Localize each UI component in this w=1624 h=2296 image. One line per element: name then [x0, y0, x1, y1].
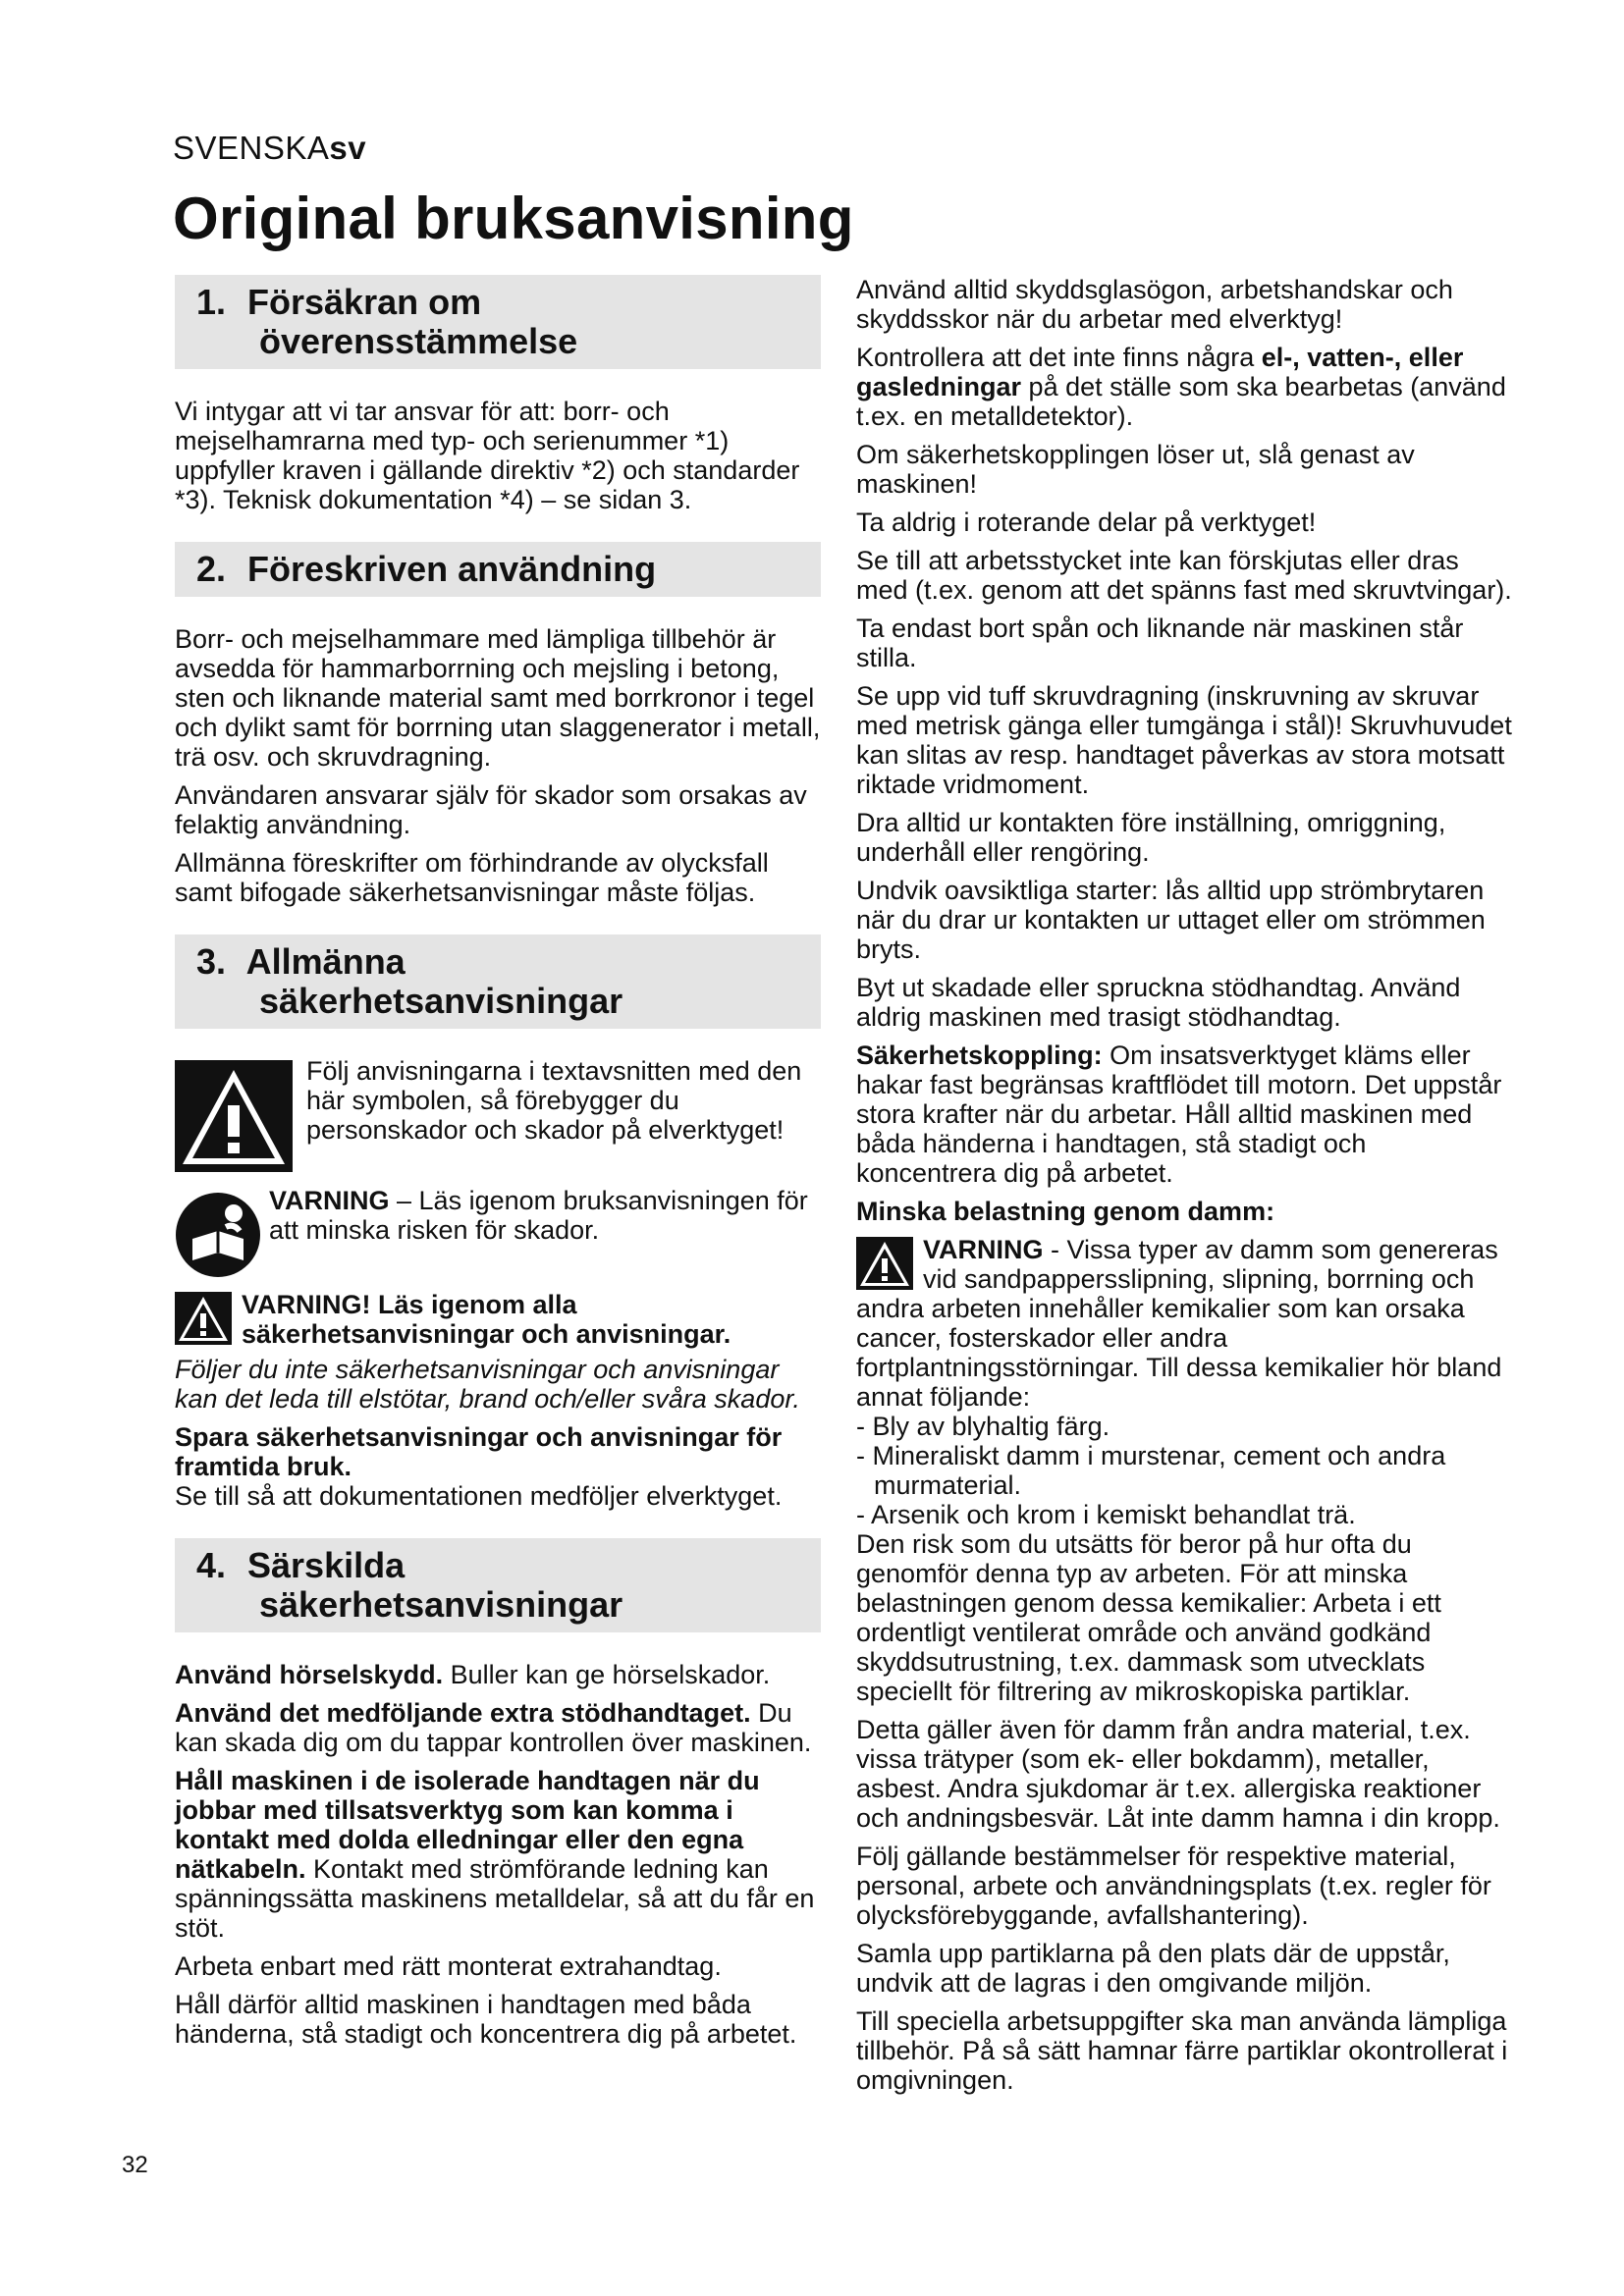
- safety-text: Dra alltid ur kontakten före inställning, omriggning, underhåll eller rengöring.: [856, 808, 1446, 867]
- warning-triangle-icon: [175, 1292, 232, 1345]
- section-4-text: Använd hörselskydd. Buller kan ge hörselskador.: [175, 1660, 771, 1689]
- save-instructions-text: Se till så att dokumentationen medföljer elverktyget.: [175, 1481, 783, 1511]
- dust-heading: Minska belastning genom damm:: [856, 1197, 1275, 1226]
- safety-text: Se till att arbetsstycket inte kan förskjutas eller dras med (t.ex. genom att det spänns fast med skruvtvingar).: [856, 546, 1512, 605]
- safety-text: Se upp vid tuff skruvdragning (inskruvning av skruvar med metrisk gänga eller tumgänga i stål)! Skruvhuvudet kan slitas av resp. handtaget påverkas av stora motsatt riktade vridmoment.: [856, 681, 1512, 799]
- warning-italic-text: Följer du inte säkerhetsanvisningar och anvisningar kan det leda till elstötar, brand och/eller svåra skador.: [175, 1355, 800, 1414]
- section-2-text: Borr- och mejselhammare med lämpliga tillbehör är avsedda för hammarborrning och mejsling i betong, sten och liknande material samt med borrkronor i tegel och dylikt samt för borrning utan slaggenerator i metall, trä osv. och skruvdragning.: [175, 624, 821, 772]
- warning-triangle-icon: [856, 1237, 913, 1290]
- safety-text: Använd alltid skyddsglasögon, arbetshandskar och skyddsskor när du arbetar med elverktyg!: [856, 275, 1453, 334]
- section-1-heading: 1. Försäkran om överensstämmelse: [175, 275, 821, 369]
- safety-text: Detta gäller även för damm från andra material, t.ex. vissa trätyper (som ek- eller bokdamm), metaller, asbest. Andra sjukdomar är t.ex. allergiska reaktioner och andningsbesvär. Låt inte damm hamna i din kropp.: [856, 1715, 1500, 1833]
- section-2-heading: 2. Föreskriven användning: [175, 542, 821, 597]
- safety-text: Följ gällande bestämmelser för respektive material, personal, arbete och användningsplats (t.ex. regler för olycksförebyggande, avfallshantering).: [856, 1842, 1491, 1930]
- section-4-heading: 4. Särskilda säkerhetsanvisningar: [175, 1538, 821, 1632]
- safety-text: Ta aldrig i roterande delar på verktyget!: [856, 507, 1317, 537]
- list-item: - Mineraliskt damm i murstenar, cement och andra murmaterial.: [856, 1441, 1446, 1500]
- right-column: [856, 275, 1512, 2104]
- read-manual-icon: [175, 1192, 261, 1278]
- language-label: SVENSKAsv: [173, 130, 367, 166]
- symbol-explanation: Följ anvisningarna i textavsnitten med den här symbolen, så förebygger du personskador och skador på elverktyget!: [175, 1056, 821, 1172]
- section-2-text: Användaren ansvarar själv för skador som orsakas av felaktig användning.: [175, 780, 807, 839]
- safety-text: Samla upp partiklarna på den plats där de uppstår, undvik att de lagras i den omgivande miljön.: [856, 1939, 1450, 1998]
- general-warning: VARNING! Läs igenom alla säkerhetsanvisningar och anvisningar.: [175, 1290, 821, 1349]
- warning-triangle-icon: [175, 1060, 293, 1172]
- dust-warning: VARNING - Vissa typer av damm som genereras vid sandpappersslipning, slipning, borrning och andra arbeten innehåller kemikalier som kan orsaka cancer, fosterskador eller andra fortplantningsstörningar. Till dessa kemikalier hör bland annat följande:: [856, 1235, 1502, 1412]
- safety-text: Undvik oavsiktliga starter: lås alltid upp strömbrytaren när du drar ur kontakten ur uttaget eller om strömmen bryts.: [856, 876, 1486, 964]
- page-number: 32: [122, 2152, 148, 2178]
- safety-text: Byt ut skadade eller spruckna stödhandtag. Använd aldrig maskinen med trasigt stödhandtag.: [856, 973, 1461, 1032]
- safety-text: Den risk som du utsätts för beror på hur ofta du genomför denna typ av arbeten. För att minska belastningen genom dessa kemikalier: Arbeta i ett ordentligt ventilerat område och använd godkänd skyddsutrustning, t.ex. dammask som utvecklats speciellt för filtrering av mikroskopiska partiklar.: [856, 1529, 1441, 1706]
- list-item: - Bly av blyhaltig färg.: [856, 1412, 1110, 1441]
- section-4-text: Använd det medföljande extra stödhandtaget. Du kan skada dig om du tappar kontrollen över maskinen.: [175, 1698, 812, 1757]
- section-1-text: Vi intygar att vi tar ansvar för att: borr- och mejselhamrarna med typ- och serienummer *1) uppfyller kraven i gällande direktiv *2) och standarder *3). Teknisk dokumentation *4) – se sidan 3.: [175, 397, 800, 514]
- left-column: [175, 275, 821, 2057]
- safety-text: Säkerhetskoppling: Om insatsverktyget kläms eller hakar fast begränsas kraftflödet till motorn. Det uppstår stora krafter när du arbetar. Håll alltid maskinen med båda händerna i handtagen, stå stadigt och koncentrera dig på arbetet.: [856, 1041, 1502, 1188]
- section-4-text: Håll maskinen i de isolerade handtagen när du jobbar med tillsatsverktyg som kan komma i kontakt med dolda elledningar eller den egna nätkabeln. Kontakt med strömförande ledning kan spänningssätta maskinens metalldelar, så att du får en stöt.: [175, 1766, 815, 1943]
- safety-text: Om säkerhetskopplingen löser ut, slå genast av maskinen!: [856, 440, 1415, 499]
- safety-text: Kontrollera att det inte finns några el-, vatten-, eller gasledningar på det ställe som ska bearbetas (använd t.ex. en metalldetektor).: [856, 343, 1506, 431]
- read-manual-warning: VARNING – Läs igenom bruksanvisningen för att minska risken för skador.: [175, 1186, 821, 1278]
- list-item: - Arsenik och krom i kemiskt behandlat trä.: [856, 1500, 1356, 1529]
- safety-text: Till speciella arbetsuppgifter ska man använda lämpliga tillbehör. På så sätt hamnar färre partiklar okontrollerat i omgivningen.: [856, 2006, 1508, 2095]
- section-2-text: Allmänna föreskrifter om förhindrande av olycksfall samt bifogade säkerhetsanvisningar måste följas.: [175, 848, 769, 907]
- section-3-heading: 3. Allmänna säkerhetsanvisningar: [175, 934, 821, 1029]
- page-title: Original bruksanvisning: [173, 186, 854, 251]
- save-instructions: Spara säkerhetsanvisningar och anvisningar för framtida bruk.: [175, 1422, 783, 1481]
- safety-text: Ta endast bort spån och liknande när maskinen står stilla.: [856, 614, 1464, 672]
- section-4-text: Arbeta enbart med rätt monterat extrahandtag.: [175, 1951, 722, 1981]
- section-4-text: Håll därför alltid maskinen i handtagen med båda händerna, stå stadigt och koncentrera dig på arbetet.: [175, 1990, 797, 2049]
